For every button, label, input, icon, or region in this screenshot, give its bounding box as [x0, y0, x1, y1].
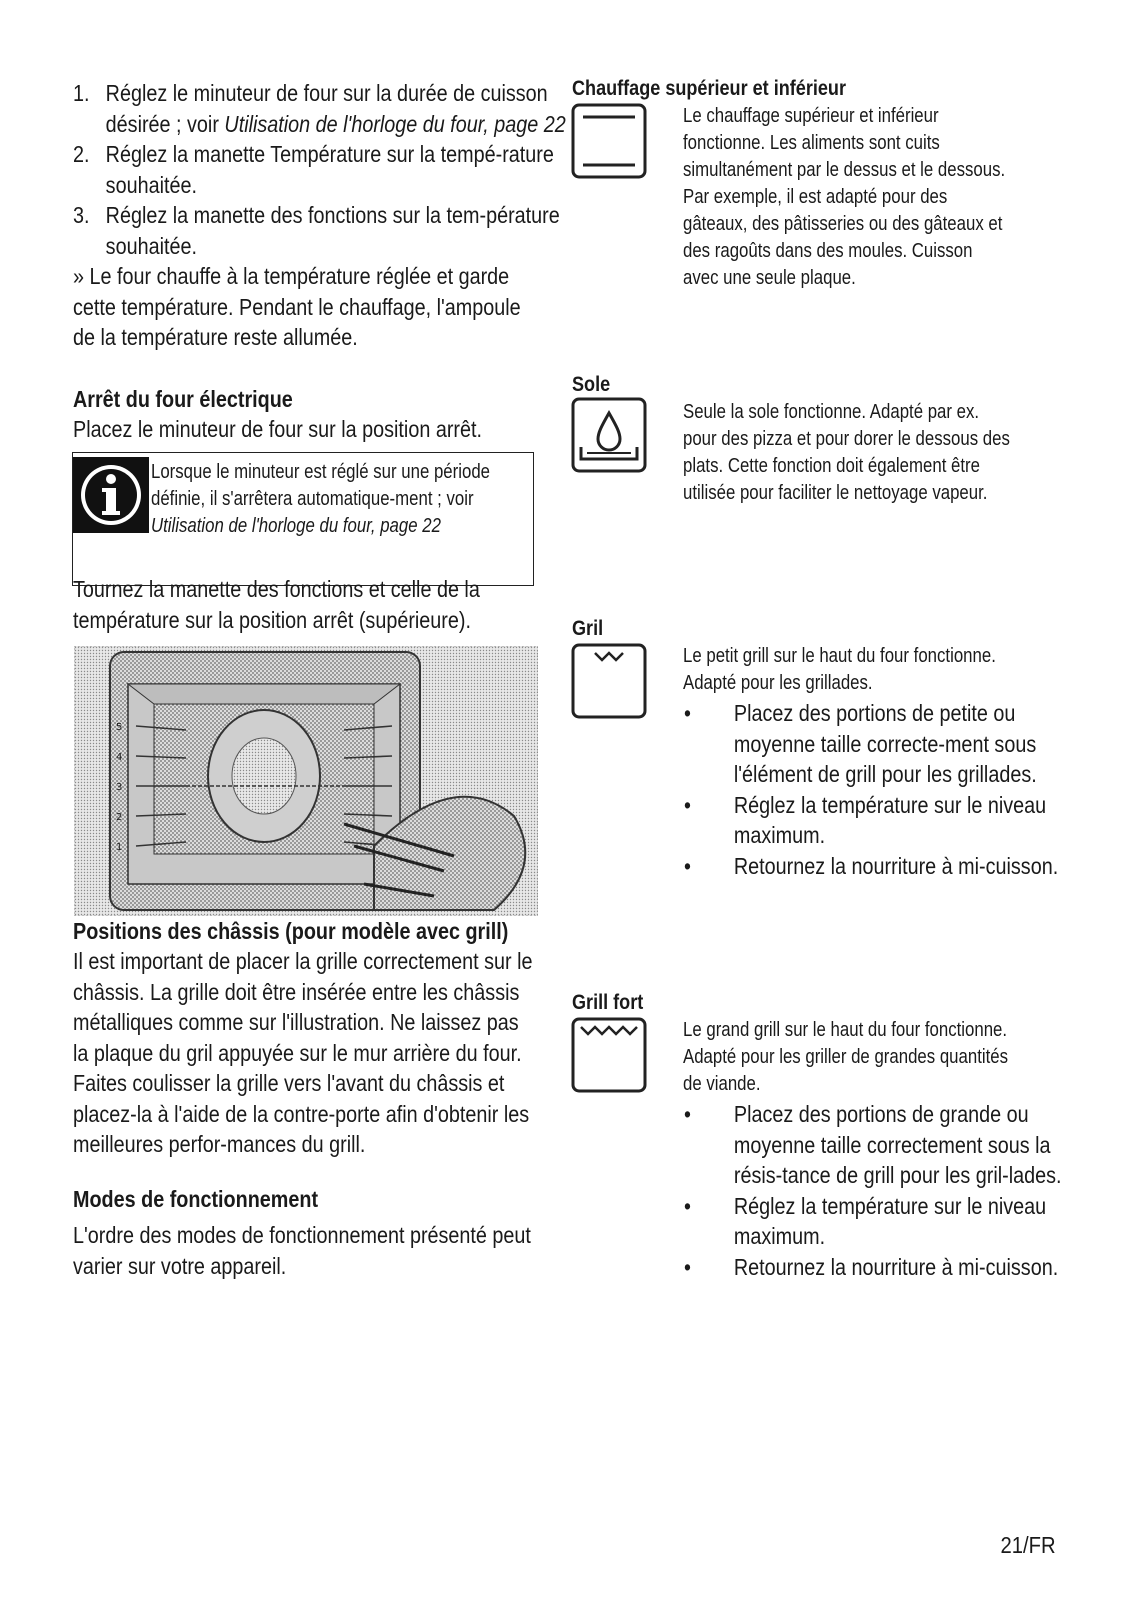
- mode-title: Sole: [572, 373, 611, 396]
- bullet-dot: •: [684, 1192, 691, 1219]
- bullet-dot: •: [684, 700, 691, 726]
- bullet-item: • Retournez la nourriture à mi-cuisson.: [684, 851, 1086, 882]
- modes-text: L'ordre des modes de fonctionnement présenté peut varier sur votre appareil.: [73, 1222, 531, 1279]
- oven-shelf-illustration: [74, 646, 538, 916]
- full-grill-icon: [571, 1017, 647, 1093]
- bottom-heat-icon: [571, 397, 647, 473]
- full-grill-bullets: [684, 1099, 1062, 1282]
- shelf-number: 3: [116, 782, 123, 793]
- numbered-steps: [73, 78, 566, 353]
- bullet-item: • Placez des portions de petite ou moyenne taille correcte-ment sous l'élément de grill pour les grillades.: [684, 700, 1037, 787]
- modes-section: [73, 1184, 613, 1281]
- turn-section: [73, 574, 613, 635]
- cross-reference-link[interactable]: Utilisation de l'horloge du four, page 22: [151, 515, 441, 537]
- positions-heading: Positions des châssis (pour modèle avec grill): [73, 918, 509, 944]
- step-3: [73, 200, 570, 261]
- mode-title: Grill fort: [572, 991, 644, 1014]
- bullet-dot: •: [684, 1101, 691, 1127]
- positions-section: [73, 916, 613, 1160]
- shelf-number: 1: [116, 842, 123, 853]
- bullet-item: • Retournez la nourriture à mi-cuisson.: [684, 1252, 1086, 1283]
- bullet-item: • Réglez la température sur le niveau maximum.: [684, 791, 1047, 848]
- step-number: 3.: [73, 202, 90, 228]
- modes-heading: Modes de fonctionnement: [73, 1186, 319, 1212]
- step-number: 1.: [73, 80, 90, 106]
- mode-description: Seule la sole fonctionne. Adapté par ex. pour des pizza et pour dorer le dessous des plats. Cette fonction doit également être utilisée pour faciliter le nettoyage vapeur.: [683, 401, 1010, 504]
- mode-description: Le petit grill sur le haut du four fonctionne. Adapté pour les grillades.: [683, 645, 996, 694]
- step-2: [73, 139, 570, 200]
- grill-icon: [571, 643, 647, 719]
- shelf-number: 4: [116, 752, 123, 763]
- result-paragraph: » Le four chauffe à la température réglée et garde cette température. Pendant le chauffage, l'ampoule de la température reste allumée.: [73, 263, 521, 350]
- bullet-dot: •: [684, 852, 691, 879]
- mode-description: Le chauffage supérieur et inférieur fonctionne. Les aliments sont cuits simultanément par le dessus et le dessous. Par exemple, il est adapté pour des gâteaux, des pâtisseries ou des gâteaux et des ragoûts dans des moules. Cuisson avec une seule plaque.: [683, 105, 1006, 289]
- mode-full-grill: [572, 991, 1112, 1015]
- stop-heading: Arrêt du four électrique: [73, 386, 293, 412]
- bullet-dot: •: [684, 791, 691, 818]
- stop-section: [73, 384, 613, 445]
- grill-bullets: [684, 698, 1059, 881]
- info-icon: [73, 457, 149, 533]
- step-text: Réglez la manette Température sur la tempé-rature souhaitée.: [105, 141, 554, 198]
- cross-reference-link[interactable]: Utilisation de l'horloge du four, page 22: [224, 110, 566, 137]
- shelf-number: 5: [116, 722, 123, 733]
- shelf-number: 2: [116, 812, 123, 823]
- mode-title: Chauffage supérieur et inférieur: [572, 77, 846, 100]
- turn-text: Tournez la manette des fonctions et celle de la température sur la position arrêt (supérieure).: [73, 576, 480, 633]
- info-note-text: Lorsque le minuteur est réglé sur une période définie, il s'arrêtera automatique-ment ; voir Utilisation de l'horloge du four, page 22: [151, 461, 491, 537]
- step-number: 2.: [73, 141, 90, 167]
- bullet-dot: •: [684, 1253, 691, 1280]
- info-note-box: [72, 452, 534, 586]
- mode-grill: [572, 617, 1112, 641]
- stop-text: Placez le minuteur de four sur la position arrêt.: [73, 416, 482, 442]
- top-bottom-heat-icon: [571, 103, 647, 179]
- mode-bottom-heat: [572, 373, 1112, 397]
- mode-title: Gril: [572, 617, 604, 640]
- bullet-item: • Placez des portions de grande ou moyenne taille correctement sous la résis-tance de grill pour les gril-lades.: [684, 1101, 1062, 1188]
- step-1: [73, 78, 570, 139]
- mode-description: Le grand grill sur le haut du four fonctionne. Adapté pour les griller de grandes quantités de viande.: [683, 1019, 1009, 1095]
- page-number: 21/FR: [1000, 1532, 1056, 1558]
- step-text: Réglez le minuteur de four sur la durée de cuisson désirée ; voir: [105, 80, 548, 137]
- bullet-item: • Réglez la température sur le niveau maximum.: [684, 1192, 1047, 1249]
- positions-text: Il est important de placer la grille correctement sur le châssis. La grille doit être insérée entre les châssis métalliques comme sur l'illustration. Ne laissez pas la plaque du gril appuyée sur le mur arrière du four. Faites coulisser la grille vers l'avant du châssis et placez-la à l'aide de la contre-porte afin d'obtenir les meilleures perfor-mances du grill.: [73, 948, 533, 1157]
- step-text: Réglez la manette des fonctions sur la tem-pérature souhaitée.: [105, 202, 560, 259]
- mode-top-bottom-heat: [572, 77, 1112, 101]
